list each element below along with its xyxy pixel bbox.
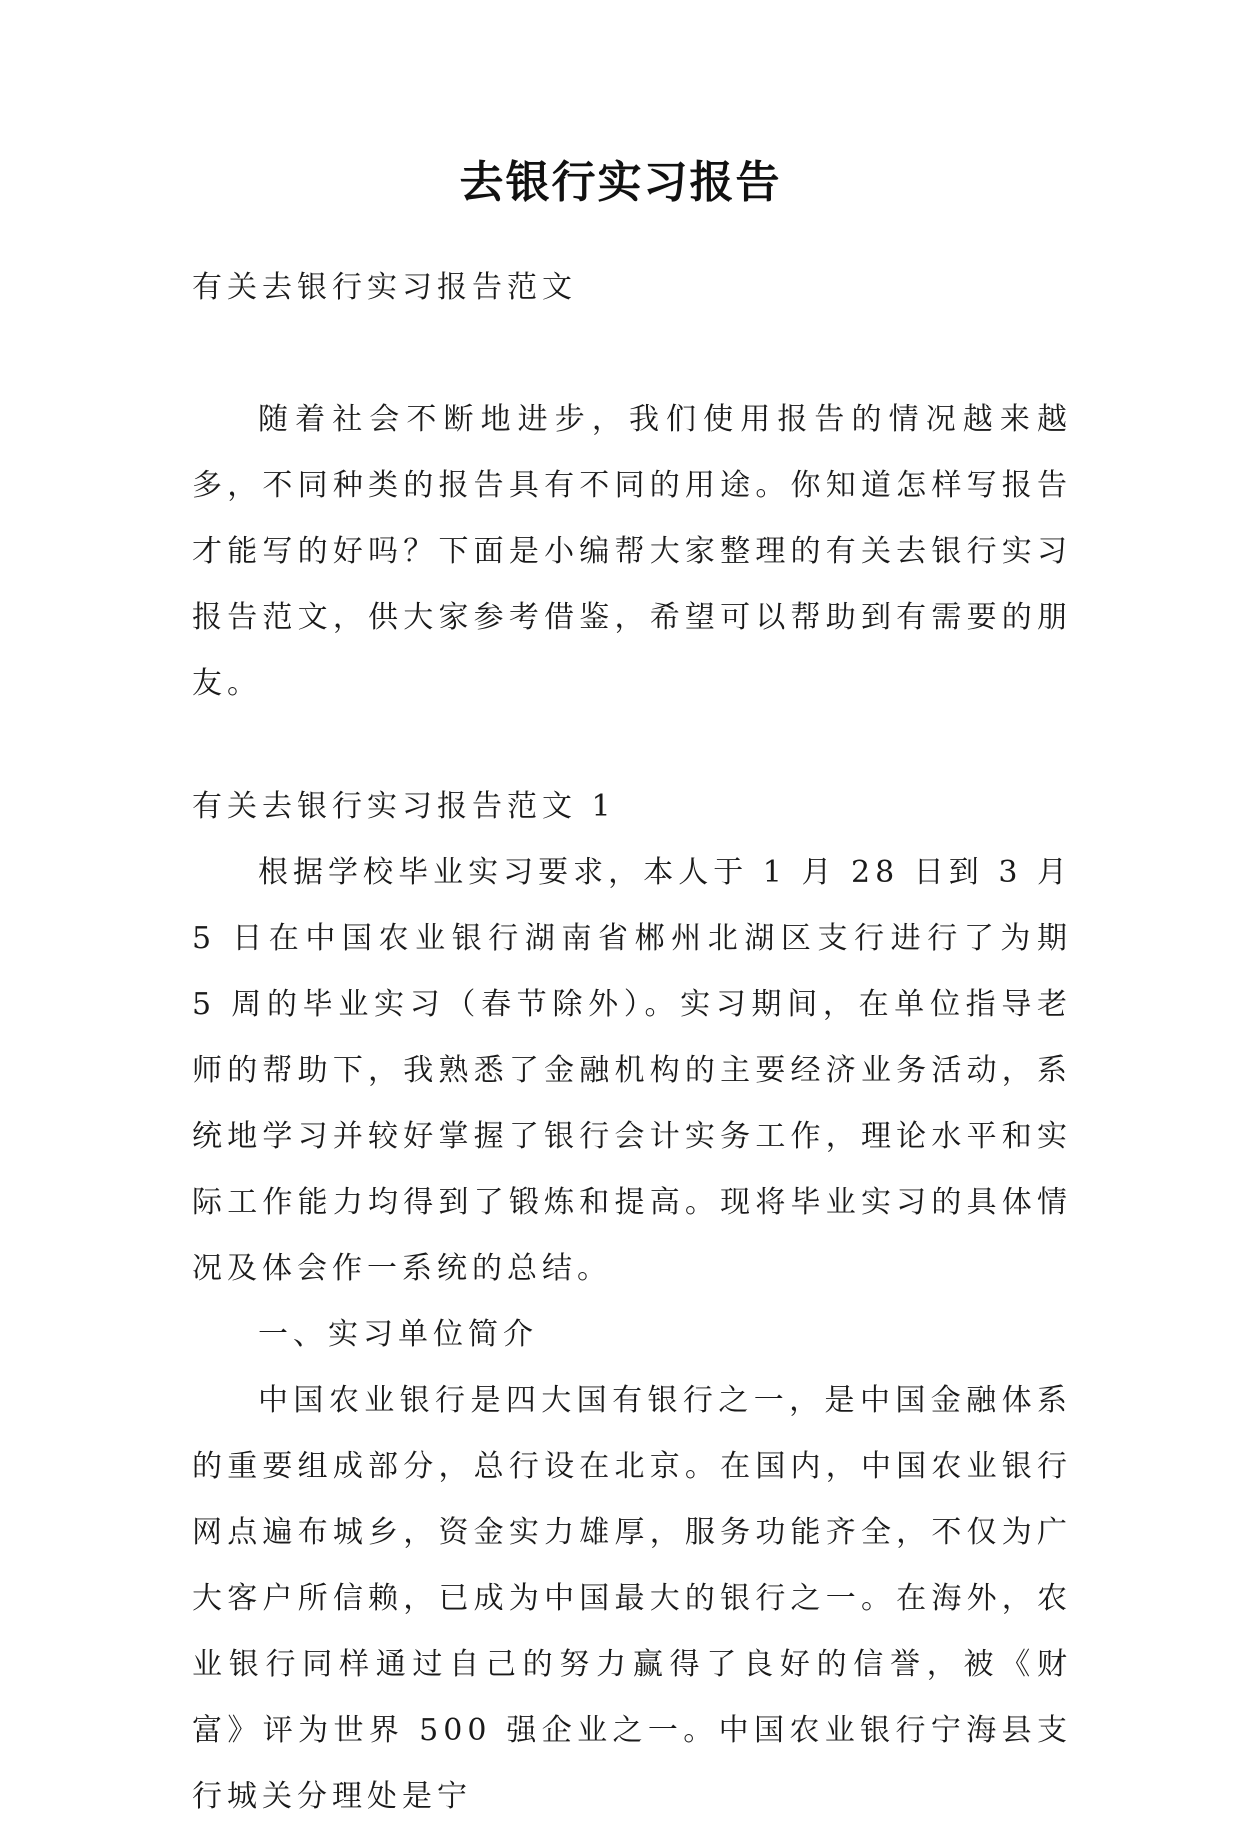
intro-paragraph: 随着社会不断地进步，我们使用报告的情况越来越多，不同种类的报告具有不同的用途。你知道怎样写报告才能写的好吗？下面是小编帮大家整理的有关去银行实习报告范文，供大家参考借鉴，希望可以帮助到有需要的朋友。	[192, 402, 1072, 701]
section-heading: 有关去银行实习报告范文 1	[192, 789, 616, 824]
subheading-unit-intro: 一、实习单位简介	[258, 1317, 538, 1352]
body-paragraph-2: 中国农业银行是四大国有银行之一，是中国金融体系的重要组成部分，总行设在北京。在国内，中国农业银行网点遍布城乡，资金实力雄厚，服务功能齐全，不仅为广大客户所信赖，已成为中国最大的银行之一。在海外，农业银行同样通过自己的努力赢得了良好的信誉，被《财富》评为世界 500 强企业之一。中国农业银行宁海县支行城关分理处是宁	[192, 1383, 1072, 1814]
document-subtitle: 有关去银行实习报告范文	[192, 270, 577, 305]
body-paragraph-1: 根据学校毕业实习要求，本人于 1 月 28 日到 3 月 5 日在中国农业银行湖南省郴州北湖区支行进行了为期 5 周的毕业实习（春节除外）。实习期间，在单位指导老师的帮助下，我熟悉了金融机构的主要经济业务活动，系统地学习并较好掌握了银行会计实务工作，理论水平和实际工作能力均得到了锻炼和提高。现将毕业实习的具体情况及体会作一系统的总结。	[192, 855, 1072, 1286]
document-body	[192, 255, 1072, 1830]
document-title: 去银行实习报告	[459, 157, 782, 208]
